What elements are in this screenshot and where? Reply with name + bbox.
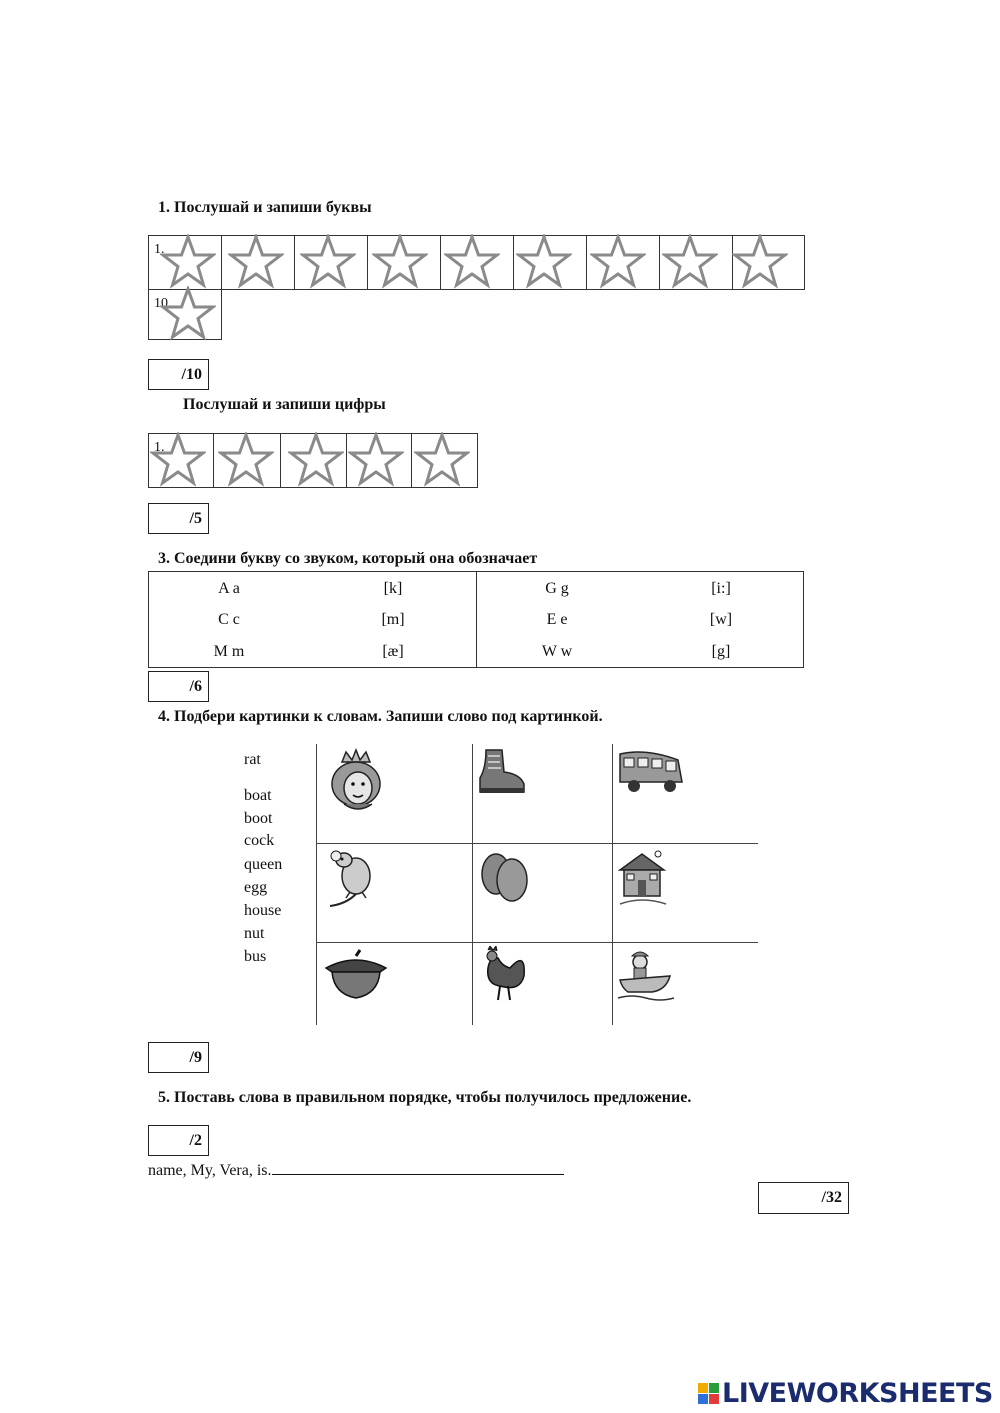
task1-score-box bbox=[148, 359, 209, 390]
boot-picture[interactable] bbox=[476, 748, 528, 796]
table-divider bbox=[476, 572, 477, 667]
word-house: house bbox=[244, 902, 282, 919]
sound-g[interactable]: [g] bbox=[711, 643, 731, 660]
brand-mark-icon bbox=[698, 1383, 719, 1404]
star-icon[interactable] bbox=[228, 234, 284, 290]
star-icon[interactable] bbox=[662, 234, 718, 290]
total-score: /32 bbox=[821, 1189, 842, 1206]
nut-picture[interactable] bbox=[320, 948, 392, 1000]
star-icon[interactable] bbox=[732, 234, 788, 290]
cell-number: 10. bbox=[154, 296, 172, 311]
word-queen: queen bbox=[244, 856, 283, 873]
word-nut: nut bbox=[244, 925, 265, 942]
boat-picture[interactable] bbox=[616, 946, 676, 1006]
sound-i-long[interactable]: [i:] bbox=[711, 580, 731, 597]
word-cock: cock bbox=[244, 832, 275, 849]
cell-number: 1. bbox=[154, 440, 165, 455]
sentence-words: name, My, Vera, is. bbox=[148, 1162, 272, 1179]
letter-m[interactable]: M m bbox=[213, 643, 245, 660]
egg-picture[interactable] bbox=[478, 848, 532, 906]
task1-score: /10 bbox=[181, 365, 202, 383]
cell-number: 1. bbox=[154, 242, 165, 257]
star-icon[interactable] bbox=[160, 286, 216, 342]
word-rat: rat bbox=[244, 751, 261, 768]
grid-line bbox=[316, 843, 758, 844]
star-icon[interactable] bbox=[590, 234, 646, 290]
letter-e[interactable]: E e bbox=[546, 611, 568, 628]
star-icon[interactable] bbox=[218, 432, 274, 488]
task4-score: /9 bbox=[189, 1048, 202, 1066]
grid-line bbox=[472, 744, 473, 1025]
sound-k[interactable]: [k] bbox=[383, 580, 403, 597]
word-egg: egg bbox=[244, 879, 268, 896]
sound-ae[interactable]: [æ] bbox=[382, 643, 404, 660]
word-bus: bus bbox=[244, 948, 267, 965]
task4-heading: 4. Подбери картинки к словам. Запиши слово под картинкой. bbox=[158, 708, 603, 725]
task5-score: /2 bbox=[189, 1131, 202, 1149]
task4-score-box bbox=[148, 1042, 209, 1073]
star-icon[interactable] bbox=[414, 432, 470, 488]
task5-score-box bbox=[148, 1125, 209, 1156]
task2-score-box bbox=[148, 503, 209, 534]
letter-sound-table bbox=[148, 571, 804, 668]
liveworksheets-logo bbox=[698, 1378, 993, 1409]
letter-a[interactable]: A a bbox=[218, 580, 240, 597]
sentence-answer-field[interactable] bbox=[272, 1160, 564, 1175]
task3-score-box bbox=[148, 671, 209, 702]
star-icon[interactable] bbox=[516, 234, 572, 290]
queen-picture[interactable] bbox=[324, 748, 386, 814]
letter-g[interactable]: G g bbox=[545, 580, 569, 597]
star-icon[interactable] bbox=[300, 234, 356, 290]
star-icon[interactable] bbox=[348, 432, 404, 488]
sound-m[interactable]: [m] bbox=[381, 611, 405, 628]
word-boat: boat bbox=[244, 787, 272, 804]
task3-heading: 3. Соедини букву со звуком, который она обозначает bbox=[158, 550, 538, 567]
task5-heading: 5. Поставь слова в правильном порядке, чтобы получилось предложение. bbox=[158, 1089, 692, 1106]
total-score-box bbox=[758, 1182, 849, 1214]
task2-heading: Послушай и запиши цифры bbox=[183, 396, 386, 413]
star-icon[interactable] bbox=[372, 234, 428, 290]
task2-score: /5 bbox=[189, 509, 202, 527]
star-icon[interactable] bbox=[150, 432, 206, 488]
star-icon[interactable] bbox=[160, 234, 216, 290]
grid-line bbox=[316, 744, 317, 1025]
word-boot: boot bbox=[244, 810, 273, 827]
rat-picture[interactable] bbox=[326, 848, 388, 914]
letter-c[interactable]: C c bbox=[218, 611, 240, 628]
grid-line bbox=[612, 744, 613, 1025]
task3-score: /6 bbox=[189, 677, 202, 695]
star-icon[interactable] bbox=[288, 432, 344, 488]
task1-heading: 1. Послушай и запиши буквы bbox=[158, 199, 372, 216]
sound-w[interactable]: [w] bbox=[709, 611, 733, 628]
grid-line bbox=[316, 942, 758, 943]
bus-picture[interactable] bbox=[616, 748, 686, 796]
cock-picture[interactable] bbox=[476, 946, 530, 1004]
letter-w[interactable]: W w bbox=[541, 643, 573, 660]
brand-name: LIVEWORKSHEETS bbox=[722, 1378, 993, 1409]
sentence-line bbox=[148, 1160, 564, 1180]
house-picture[interactable] bbox=[616, 848, 672, 908]
star-icon[interactable] bbox=[444, 234, 500, 290]
